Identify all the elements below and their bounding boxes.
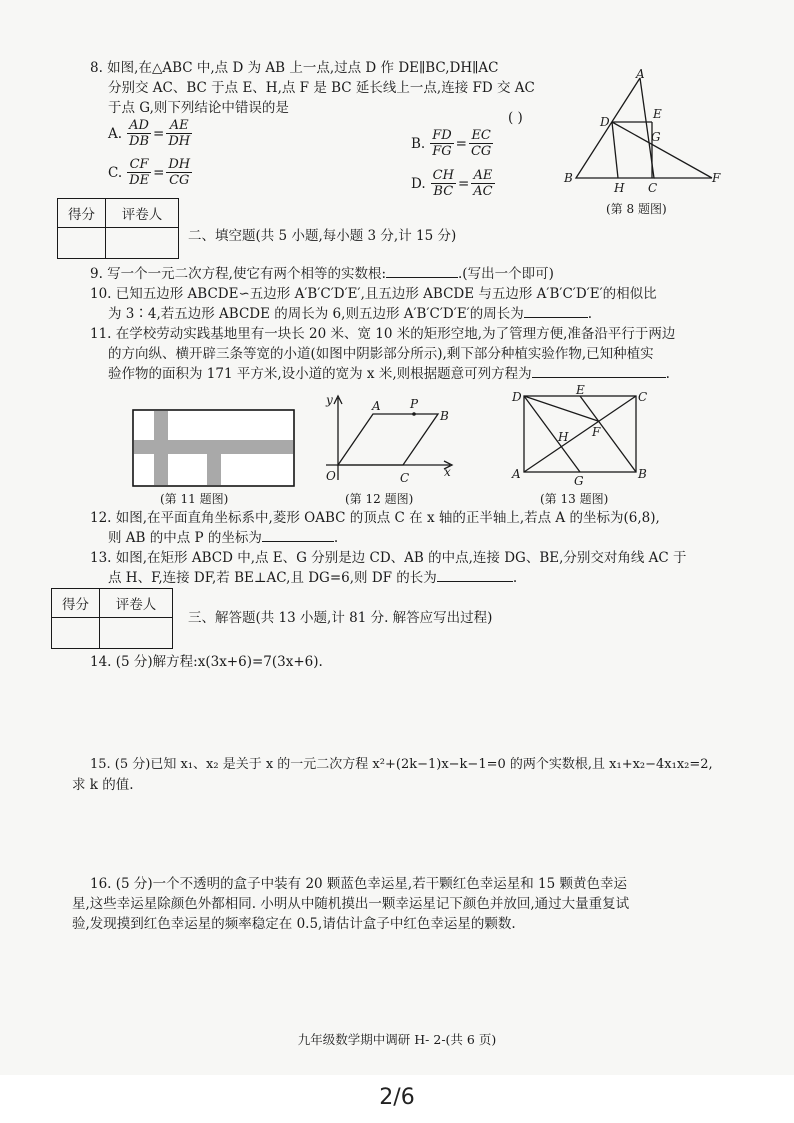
grader-header: 评卷人 xyxy=(106,199,179,228)
q11-line1: 11. 在学校劳动实践基地里有一块长 20 米、宽 10 米的矩形空地,为了管理方便,准备沿平行于两边 xyxy=(90,326,676,342)
grader-field[interactable] xyxy=(106,228,179,259)
numerator: AE xyxy=(166,118,192,134)
fraction xyxy=(127,157,151,188)
q10-line1: 10. 已知五边形 ABCDE∽五边形 A′B′C′D′E′,且五边形 ABCDE 与五边形 A′B′C′D′E′的相似比 xyxy=(90,286,657,302)
option-label: C. xyxy=(108,164,123,181)
fraction xyxy=(469,128,493,159)
q12-line2: 则 AB 的中点 P 的坐标为 xyxy=(108,530,262,546)
fig11-caption: (第 11 题图) xyxy=(160,492,229,506)
numerator: CH xyxy=(432,168,454,183)
option-label: A. xyxy=(108,125,123,142)
q9-answer-blank[interactable] xyxy=(386,277,458,278)
q11-answer-blank[interactable] xyxy=(532,377,666,378)
score-field[interactable] xyxy=(52,618,100,649)
q12-line1: 12. 如图,在平面直角坐标系中,菱形 OABC 的顶点 C 在 x 轴的正半轴上,若点 A 的坐标为(6,8), xyxy=(90,510,660,526)
q13-line2: 点 H、F,连接 DF,若 BE⊥AC,且 DG=6,则 DF 的长为 xyxy=(108,570,437,586)
grader-field[interactable] xyxy=(100,618,173,649)
q8-line1: 8. 如图,在△ABC 中,点 D 为 AB 上一点,过点 D 作 DE∥BC,DH∥AC xyxy=(90,60,499,76)
fig8-label-e: E xyxy=(653,107,662,121)
denominator: BC xyxy=(433,184,454,199)
fig13-label-e: E xyxy=(576,385,585,397)
q9-text xyxy=(90,264,554,284)
fraction xyxy=(430,128,453,159)
q13-tail: . xyxy=(512,570,518,586)
numerator: AD xyxy=(127,118,151,134)
q11-line3-wrap xyxy=(108,364,670,384)
fraction xyxy=(166,157,192,188)
section3-heading: 三、解答题(共 13 小题,计 81 分. 解答应写出过程) xyxy=(188,610,493,626)
q10-answer-blank[interactable] xyxy=(524,317,588,318)
section2-heading: 二、填空题(共 5 小题,每小题 3 分,计 15 分) xyxy=(188,228,457,244)
q14-text: 14. (5 分)解方程:x(3x+6)=7(3x+6). xyxy=(90,654,323,670)
fig8-label-g: G xyxy=(651,130,661,144)
q11-line2: 的方向纵、横开辟三条等宽的小道(如图中阴影部分所示),剩下部分种植实验作物,已知种植实 xyxy=(108,346,654,362)
fig12-label-p: P xyxy=(410,397,419,411)
q11-tail: . xyxy=(665,366,670,382)
fig13-label-h: H xyxy=(558,430,569,444)
q8-option-d xyxy=(411,168,496,199)
fraction xyxy=(471,168,494,199)
q15-line2: 求 k 的值. xyxy=(72,777,134,793)
q12-line2-wrap xyxy=(108,528,338,548)
fig12-label-a: A xyxy=(372,399,381,413)
denominator: CG xyxy=(470,144,492,159)
q13-line2-wrap xyxy=(108,568,517,588)
numerator: DH xyxy=(168,157,191,172)
denominator: FG xyxy=(432,144,452,159)
denominator: DE xyxy=(129,173,150,188)
fig13-label-f: F xyxy=(592,425,601,439)
option-label: B. xyxy=(411,135,426,152)
figure-13-rectangle xyxy=(510,385,658,487)
denominator: DH xyxy=(168,134,191,149)
denominator: AC xyxy=(473,184,493,199)
q12-tail: . xyxy=(333,530,339,546)
q9-prompt: 9. 写一个一元二次方程,使它有两个相等的实数根: xyxy=(90,266,387,282)
score-header: 得分 xyxy=(58,199,106,228)
score-box-section3 xyxy=(51,588,173,649)
fig12-label-c: C xyxy=(400,471,410,485)
fig8-label-c: C xyxy=(648,181,658,195)
equals-sign: = xyxy=(153,125,165,142)
page-indicator: 2/6 xyxy=(379,1085,415,1110)
q11-line3: 验作物的面积为 171 平方米,设小道的宽为 x 米,则根据题意可列方程为 xyxy=(108,366,532,382)
fig13-label-b: B xyxy=(638,467,647,481)
score-box-section2 xyxy=(57,198,179,259)
score-header: 得分 xyxy=(52,589,100,618)
numerator: AE xyxy=(471,168,494,184)
equals-sign: = xyxy=(455,135,467,152)
figure-8-triangle xyxy=(560,66,730,206)
fraction xyxy=(431,168,456,199)
q8-line3: 于点 G,则下列结论中错误的是 xyxy=(108,100,289,116)
page-footer: 九年级数学期中调研 H- 2-(共 6 页) xyxy=(297,1032,497,1047)
score-field[interactable] xyxy=(58,228,106,259)
fig12-caption: (第 12 题图) xyxy=(345,492,414,506)
fig8-label-h: H xyxy=(614,181,625,195)
equals-sign: = xyxy=(457,175,470,192)
option-label: D. xyxy=(411,175,426,192)
fig12-label-b: B xyxy=(440,409,449,423)
fig13-caption: (第 13 题图) xyxy=(540,492,609,506)
fig13-label-d: D xyxy=(512,390,522,404)
fig8-label-f: F xyxy=(712,171,721,185)
fig13-label-a: A xyxy=(512,467,521,481)
grader-header: 评卷人 xyxy=(100,589,173,618)
numerator: EC xyxy=(469,128,493,144)
fig8-label-b: B xyxy=(564,171,573,185)
denominator: CG xyxy=(169,173,190,188)
fig12-label-o: O xyxy=(326,469,336,483)
q8-option-b xyxy=(411,128,494,159)
q10-line2: 为 3∶4,若五边形 ABCDE 的周长为 6,则五边形 A′B′C′D′E′的周长为 xyxy=(108,306,524,322)
fig13-label-c: C xyxy=(638,390,648,404)
fig8-label-d: D xyxy=(600,115,610,129)
figure-12-rhombus xyxy=(318,392,458,488)
q16-line1: 16. (5 分)一个不透明的盒子中装有 20 颗蓝色幸运星,若干颗红色幸运星和 15 颗黄色幸运 xyxy=(90,876,627,892)
denominator: DB xyxy=(129,134,150,149)
figure-11-field xyxy=(132,409,295,487)
q10-line2-wrap xyxy=(108,304,592,324)
vertical-path-right xyxy=(207,440,221,486)
fraction xyxy=(166,118,192,149)
numerator: CF xyxy=(127,157,151,173)
q8-option-a xyxy=(108,118,193,149)
q8-line2: 分别交 AC、BC 于点 E、H,点 F 是 BC 延长线上一点,连接 FD 交 AC xyxy=(108,80,535,96)
q15-line1: 15. (5 分)已知 x₁、x₂ 是关于 x 的一元二次方程 x²+(2k−1)x−k−1=0 的两个实数根,且 x₁+x₂−4x₁x₂=2, xyxy=(90,757,713,772)
q13-answer-blank[interactable] xyxy=(437,581,513,582)
q16-line3: 验,发现摸到红色幸运星的频率稳定在 0.5,请估计盒子中红色幸运星的颗数. xyxy=(72,916,516,932)
fig12-label-y: y xyxy=(326,393,333,407)
fig8-label-a: A xyxy=(636,67,645,81)
q9-tail: .(写出一个即可) xyxy=(458,266,554,282)
equals-sign: = xyxy=(153,164,165,181)
q12-answer-blank[interactable] xyxy=(262,541,334,542)
fig12-label-x: x xyxy=(444,465,451,479)
fraction xyxy=(127,118,151,149)
fig13-label-g: G xyxy=(574,474,584,487)
q10-tail: . xyxy=(587,306,593,322)
q13-line1: 13. 如图,在矩形 ABCD 中,点 E、G 分别是边 CD、AB 的中点,连接 DG、BE,分别交对角线 AC 于 xyxy=(90,550,687,566)
numerator: FD xyxy=(432,128,452,143)
fig8-caption: (第 8 题图) xyxy=(606,202,667,216)
q8-option-c xyxy=(108,157,193,188)
q8-answer-paren: ( ) xyxy=(508,110,523,126)
q16-line2: 星,这些幸运星除颜色外都相同. 小明从中随机摸出一颗幸运星记下颜色并放回,通过大量重复试 xyxy=(72,896,630,912)
